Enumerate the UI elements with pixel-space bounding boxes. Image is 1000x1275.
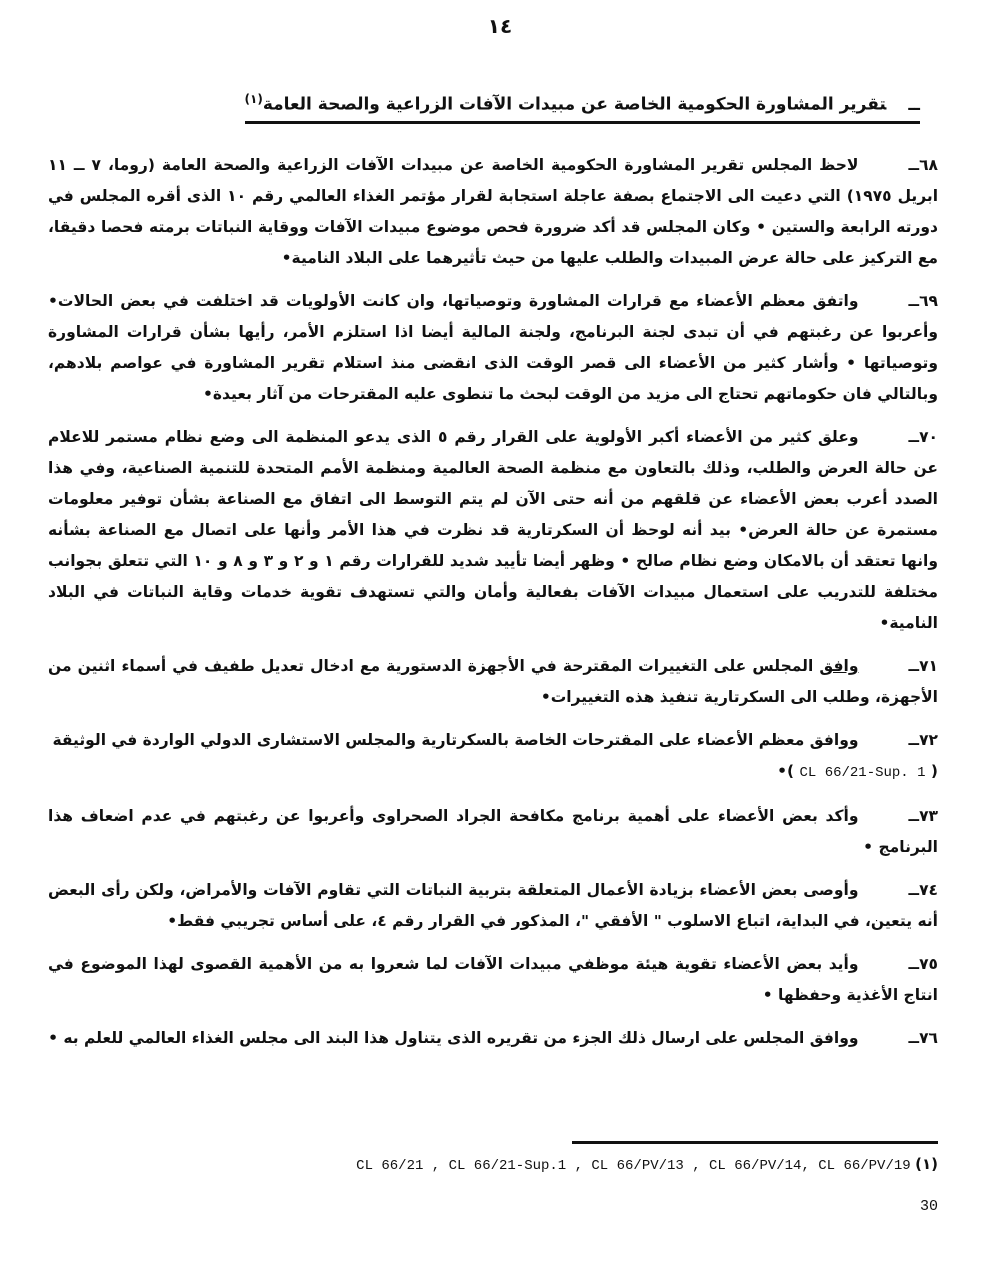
heading-line bbox=[245, 92, 920, 124]
paragraph-number: ٦٨ــ bbox=[908, 156, 938, 174]
page-number-top: ١٤ bbox=[487, 14, 513, 38]
footnote bbox=[356, 1155, 938, 1174]
paragraph-74 bbox=[48, 875, 938, 937]
paragraph-71 bbox=[48, 651, 938, 713]
paragraph-text: ووافق المجلس على ارسال ذلك الجزء من تقريره الذى يتناول هذا البند الى مجلس الغذاء العالمي للعلم به • bbox=[48, 1029, 859, 1047]
page-number-bottom: 30 bbox=[919, 1198, 938, 1215]
paragraph-number: ٧٦ــ bbox=[908, 1029, 938, 1047]
document-reference: CL 66/21-Sup. 1 bbox=[799, 765, 926, 781]
paragraph-number: ٦٩ــ bbox=[908, 292, 938, 310]
paragraph-text: لاحظ المجلس تقرير المشاورة الحكومية الخاصة عن مبيدات الآفات الزراعية والصحة العامة (روما، ٧ ــ ١١ ابريل ١٩٧٥) التي دعيت الى الاجتماع بصفة عاجلة استجابة لقرار مؤتمر الغذاء العالمي رقم ١٠ الذى أقره المجلس في دورته الرابعة والستين • وكان المجلس قد أكد ضرورة فحص موضوع مبيدات الآفات ووقاية النباتات برمته فحصا دقيقا، مع التركيز على حالة عرض المبيدات والطلب عليها من حيث تأثيرهما على البلاد النامية• bbox=[48, 156, 939, 267]
paragraph-number: ٧٤ــ bbox=[908, 881, 938, 899]
paragraph-lead-word: وافق bbox=[819, 657, 859, 675]
paragraph-73 bbox=[48, 801, 938, 863]
paragraph-number: ٧١ــ bbox=[908, 657, 938, 675]
heading-dash: ــ bbox=[908, 94, 920, 115]
paragraph-text: وأيد بعض الأعضاء تقوية هيئة موظفي مبيدات الآفات لما شعروا به من الأهمية القصوى لهذا الموضوع في انتاج الأغذية وحفظها • bbox=[48, 955, 938, 1004]
paragraph-text: وعلق كثير من الأعضاء أكبر الأولوية على القرار رقم ٥ الذى يدعو المنظمة الى وضع نظام مستمر للاعلام عن حالة العرض والطلب، وذلك بالتعاون مع منظمة الصحة العالمية ومنظمة الأمم المتحدة للتنمية الصناعية، وفي هذا الصدد أعرب بعض الأعضاء عن قلقهم من أنه حتى الآن لم يتم التوسط الى اتفاق مع الصناعة بشأن توفير معلومات مستمرة عن حالة العرض• بيد أنه لوحظ أن السكرتارية قد نظرت في هذا الأمر وأنها على اتصال مع الصناعة بشأنه وانها تعتقد أن بالامكان وضع نظام صالح • وظهر أيضا تأييد شديد للقرارات رقم ١ و ٢ و ٣ و ٨ و ١٠ التي تتعلق بجوانب مختلفة للتدريب على استعمال مبيدات الآفات بفعالية وأمان والتي تستهدف تقوية خدمات وقاية النباتات في البلاد النامية• bbox=[48, 428, 938, 632]
section-heading bbox=[200, 92, 920, 124]
paragraph-text: المجلس على التغييرات المقترحة في الأجهزة الدستورية مع ادخال تعديل طفيف في أسماء اثنين من الأجهزة، وطلب الى السكرتارية تنفيذ هذه التغييرات• bbox=[48, 657, 938, 706]
paragraph-text: وأكد بعض الأعضاء على أهمية برنامج مكافحة الجراد الصحراوى وأعربوا عن رغبتهم في عدم اضعاف هذا البرنامج • bbox=[48, 807, 938, 856]
paragraph-69 bbox=[48, 286, 938, 410]
paragraph-text: واتفق معظم الأعضاء مع قرارات المشاورة وتوصياتها، وان كانت الأولويات قد اختلفت في بعض الحالات• وأعربوا عن رغبتهم في أن تبدى لجنة البرنامج، ولجنة المالية أيضا اذا استلزم الأمر، رأيها بشأن قرارات المشاورة وتوصياتها • وأشار كثير من الأعضاء الى قصر الوقت الذى انقضى منذ استلام تقرير المشاورة في عواصم بلادهم، وبالتالي فان حكوماتهم تحتاج الى مزيد من الوقت لبحث ما تنطوى عليه المقترحات من آثار بعيدة• bbox=[48, 292, 938, 403]
paragraph-number: ٧٢ــ bbox=[908, 731, 938, 749]
paragraph-number: ٧٣ــ bbox=[908, 807, 938, 825]
paragraph-70 bbox=[48, 422, 938, 639]
paragraph-number: ٧٥ــ bbox=[908, 955, 938, 973]
footnote-divider bbox=[572, 1141, 938, 1144]
paragraph-doc-ref-wrap: ( CL 66/21-Sup. 1 )• bbox=[777, 762, 938, 781]
document-body bbox=[48, 150, 938, 1066]
paragraph-76 bbox=[48, 1023, 938, 1054]
paragraph-68 bbox=[48, 150, 938, 274]
paragraph-72 bbox=[48, 725, 938, 789]
heading-footnote-marker: (١) bbox=[244, 92, 263, 106]
paragraph-75 bbox=[48, 949, 938, 1011]
footnote-references: CL 66/21 , CL 66/21-Sup.1 , CL 66/PV/13 , CL 66/PV/14, CL 66/PV/19 bbox=[356, 1158, 911, 1174]
footnote-marker: (١) bbox=[915, 1155, 938, 1173]
heading-title: تقرير المشاورة الحكومية الخاصة عن مبيدات الآفات الزراعية والصحة العامة bbox=[262, 94, 887, 115]
paragraph-number: ٧٠ــ bbox=[908, 428, 939, 446]
paragraph-text: ووافق معظم الأعضاء على المقترحات الخاصة بالسكرتارية والمجلس الاستشارى الدولي الواردة في الوثيقة bbox=[52, 731, 859, 749]
paragraph-text: وأوصى بعض الأعضاء بزيادة الأعمال المتعلقة بتربية النباتات التي تقاوم الآفات والأمراض، ولكن رأى البعض أنه يتعين، في البداية، اتباع الاسلوب " الأفقي "، المذكور في القرار رقم ٤، على أساس تجريبي فقط• bbox=[48, 881, 938, 930]
